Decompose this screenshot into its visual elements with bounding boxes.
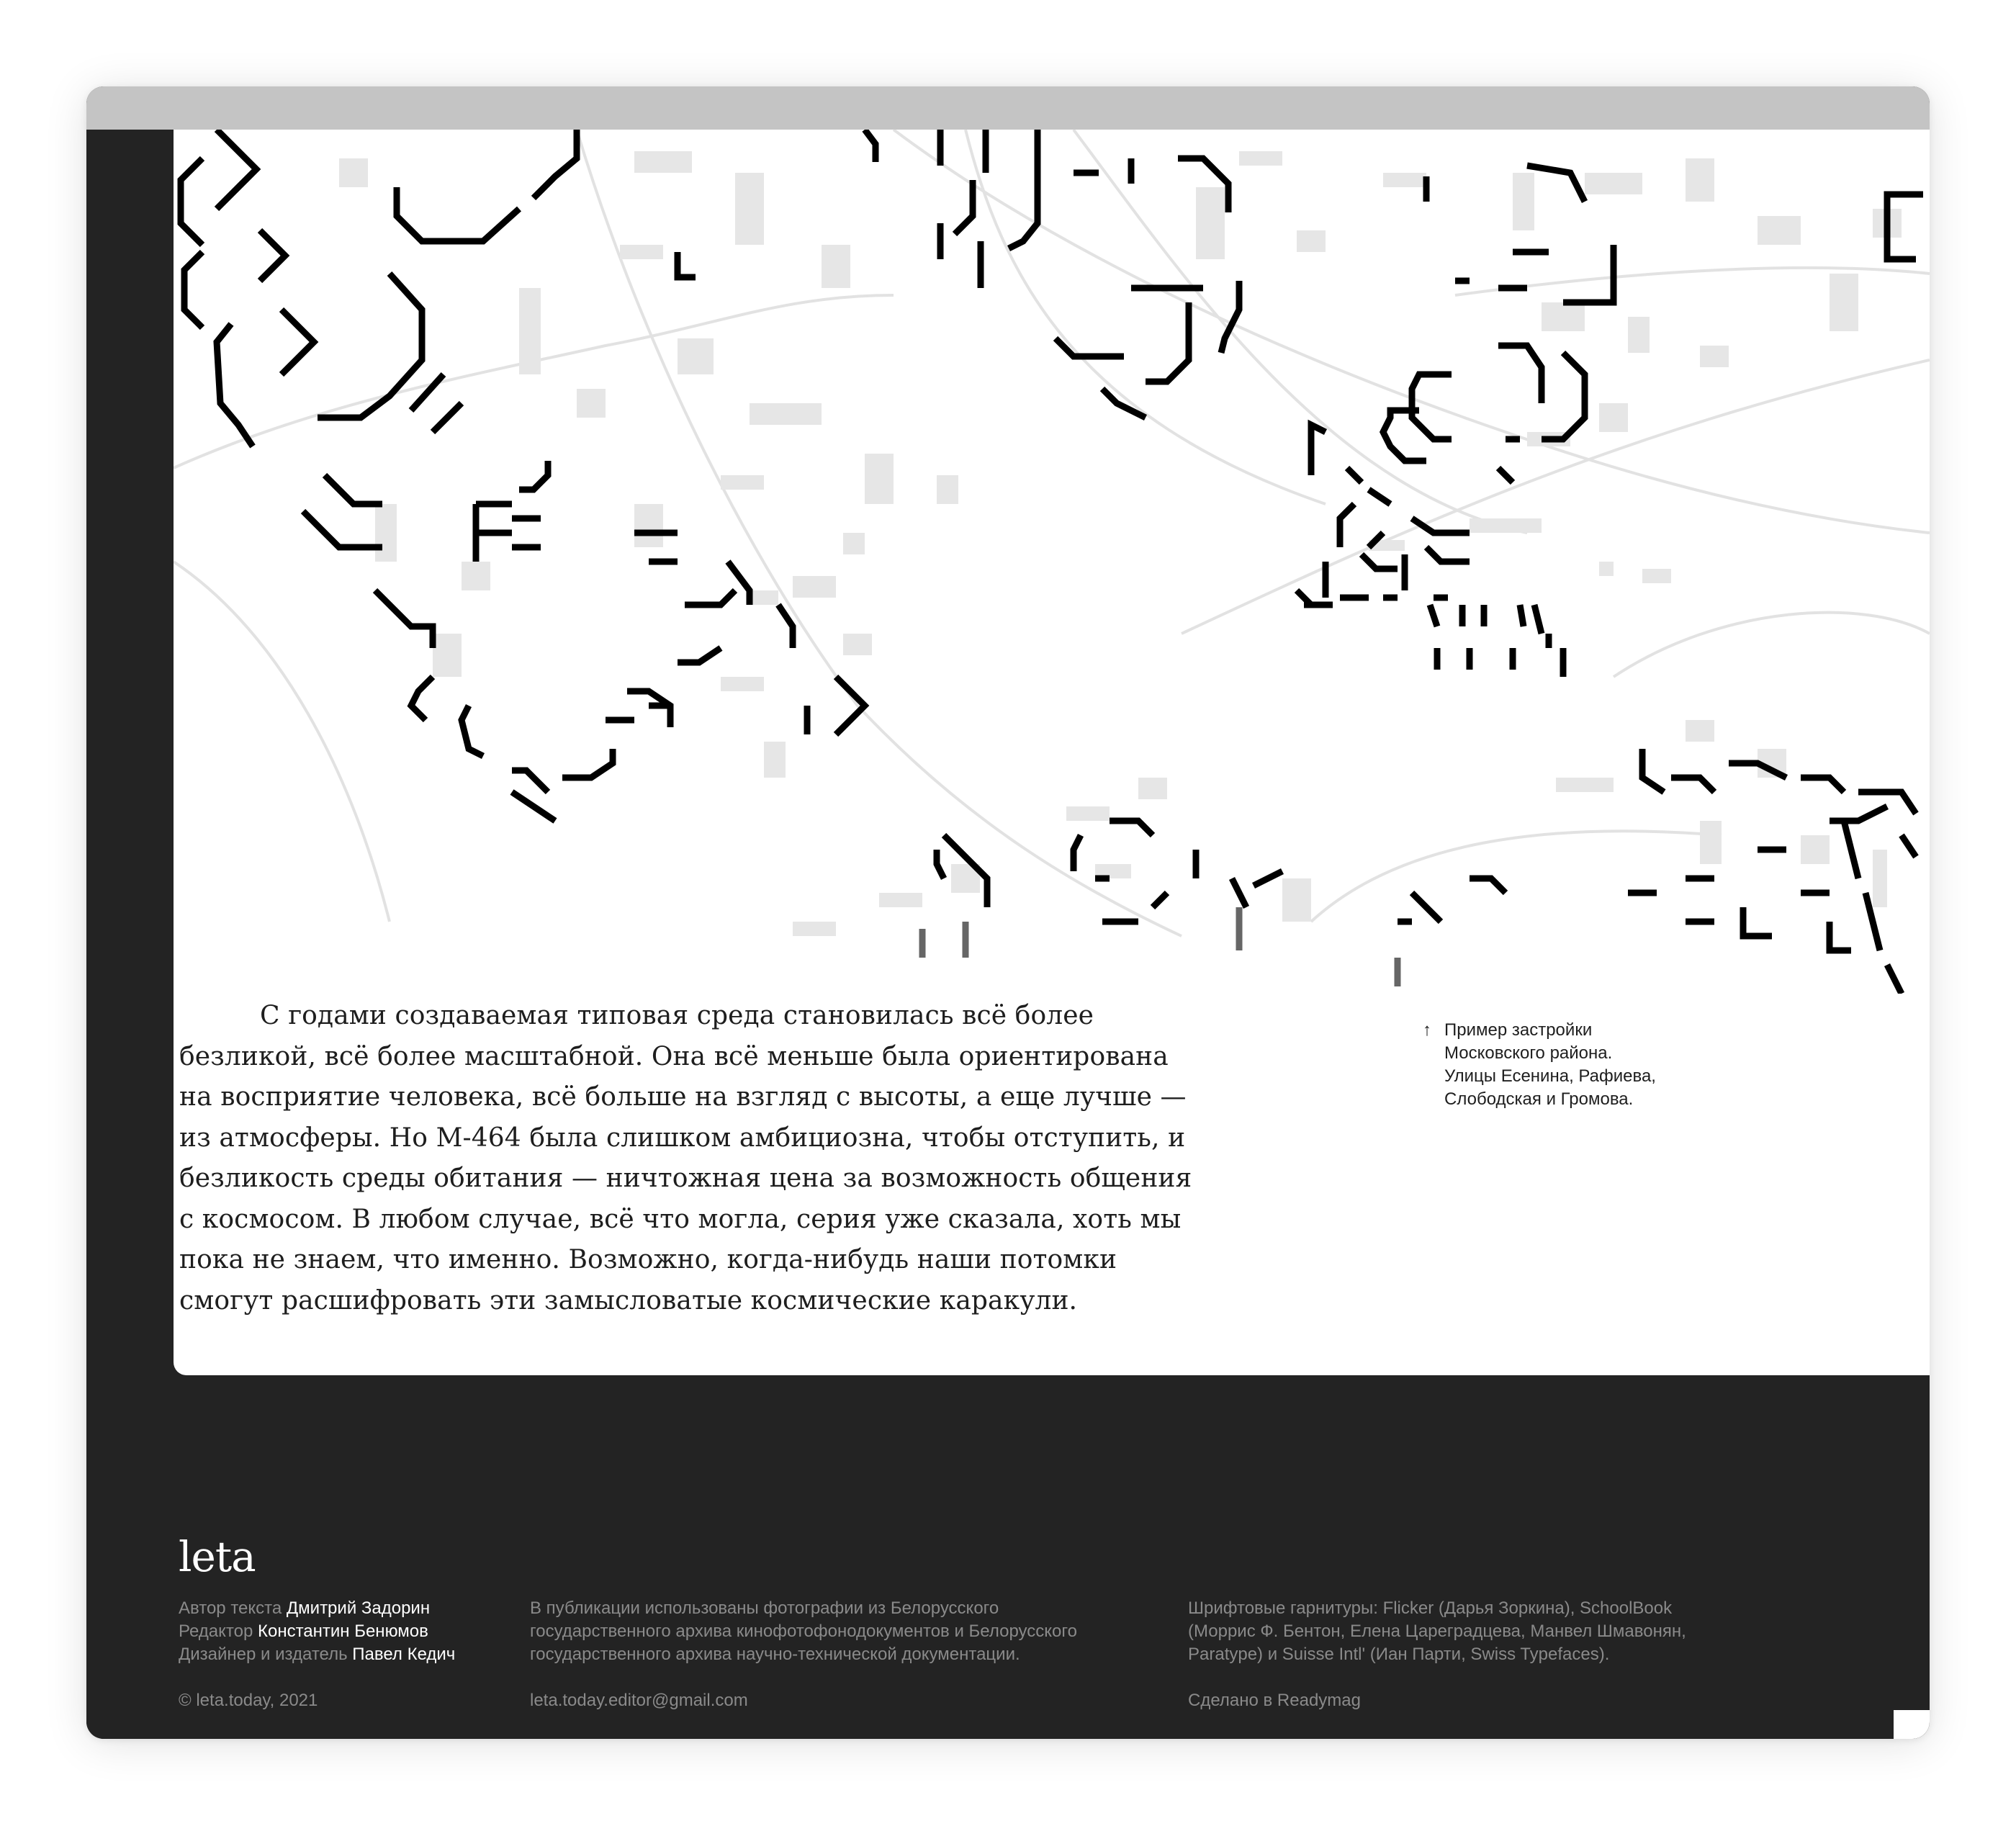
caption-line: Улицы Есенина, Рафиева, [1444,1066,1656,1086]
fonts-line: (Моррис Ф. Бентон, Елена Цареградцева, Манвел Шмавонян, [1188,1622,1686,1641]
credit-name: Павел Кедич [352,1645,456,1664]
sources-line: государственного архива научно-технической документации. [530,1645,1020,1664]
arrow-up-icon: ↑ [1423,1020,1431,1040]
credit-designer [179,1643,455,1666]
map-faded-buildings [922,907,1398,986]
corner-block [1894,1710,1930,1739]
page [86,130,1930,1739]
footer-fonts [1188,1597,1686,1710]
article-paragraph: С годами создаваемая типовая среда становилась всё более безликой, всё более масштабной. Она всё меньше была ориентирована на восприятие человека, всё больше на взгляд с высоты, а еще лучше — из атмосферы. Но М-464 была слишком амбициозна, чтобы отступить, и безликость среды обитания — ничтожная цена за возможность общения с космосом. В любом случае, всё что могла, серия уже сказала, хоть мы пока не знаем, что именно. Возможно, когда-нибудь наши потомки смогут расшифровать эти замысловатые космические каракули. [179,1001,1192,1315]
editor-email-link[interactable]: leta.today.editor@gmail.com [530,1691,748,1710]
footer-credits [179,1597,456,1710]
map-caption [1423,1019,1732,1111]
credit-role: Дизайнер и издатель [179,1645,348,1664]
sources-line: В публикации использованы фотографии из Белорусского [530,1598,999,1618]
browser-top-bar [86,86,1930,130]
readymag-link[interactable]: Сделано в Readymag [1188,1691,1361,1710]
footer-sources [530,1597,1077,1710]
copyright: © leta.today, 2021 [179,1691,318,1710]
fonts-line: Paratype) и Suisse Intl' (Иан Парти, Swiss Typefaces). [1188,1645,1610,1664]
district-map-illustration [174,130,1930,994]
credit-editor [179,1620,455,1643]
caption-line: Пример застройки [1444,1020,1593,1040]
caption-line: Московского района. [1444,1043,1613,1063]
credit-author [179,1597,455,1620]
credit-name: Дмитрий Задорин [286,1598,431,1618]
article-panel [174,130,1930,1375]
browser-window [86,86,1930,1739]
sources-line: государственного архива кинофотофонодокументов и Белорусского [530,1622,1077,1641]
leta-logo[interactable]: leta [179,1532,256,1581]
map-buildings [181,130,1923,994]
credit-role: Автор текста [179,1598,282,1618]
credit-name: Константин Бенюмов [257,1622,428,1641]
credit-role: Редактор [179,1622,253,1641]
fonts-line: Шрифтовые гарнитуры: Flicker (Дарья Зоркина), SchoolBook [1188,1598,1673,1618]
map-roads [174,130,1930,936]
caption-line: Слободская и Громова. [1444,1089,1634,1109]
